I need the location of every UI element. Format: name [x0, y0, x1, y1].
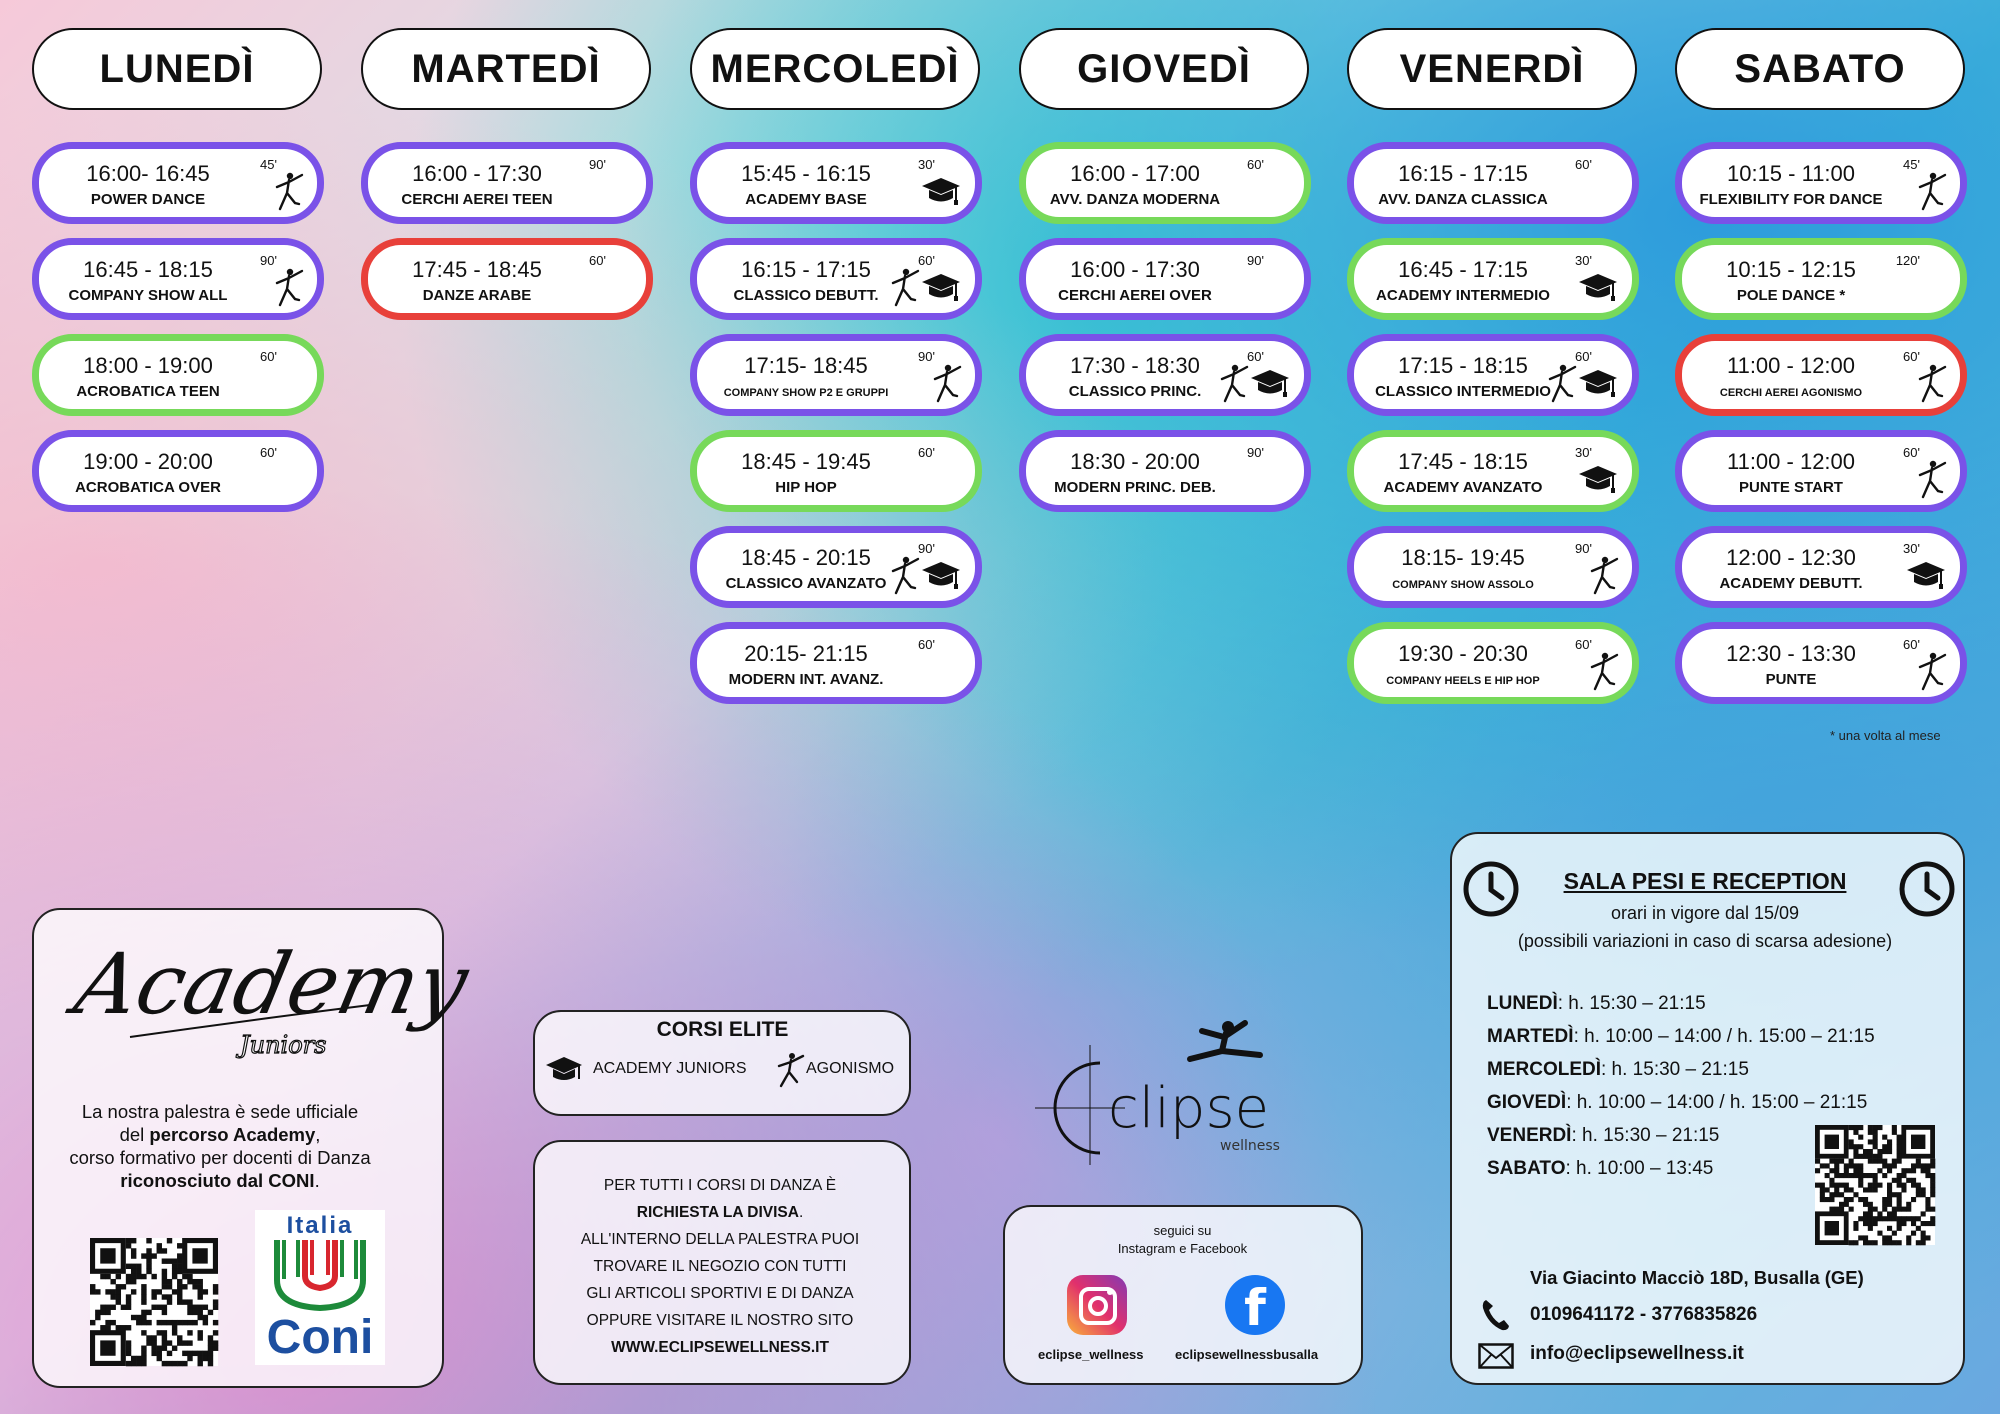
academy-line-4-bold: riconosciuto dal CONI [120, 1170, 315, 1191]
divisa-line-1: PER TUTTI I CORSI DI DANZA È [603, 1177, 837, 1194]
footnote: * una volta al mese [1830, 728, 1941, 743]
class-card-wednesday [690, 622, 982, 704]
address: Via Giacinto Macciò 18D, Busalla (GE) [1530, 1267, 1864, 1288]
class-time: 11:00 - 12:00 [1726, 353, 1856, 378]
class-name: AVV. DANZA MODERNA [1049, 191, 1221, 208]
opening-hours-time: : h. 10:00 – 14:00 / h. 15:00 – 21:15 [1566, 1092, 1868, 1113]
divisa-line-2 [540, 1199, 900, 1226]
class-name: COMPANY SHOW ALL [68, 287, 228, 304]
opening-hours-row [1487, 1092, 1867, 1114]
class-time: 16:45 - 18:15 [83, 257, 213, 282]
class-time: 17:45 - 18:45 [412, 257, 542, 282]
class-card-wednesday [690, 238, 982, 320]
divisa-line-6: OPPURE VISITARE IL NOSTRO SITO [586, 1312, 854, 1329]
dancer-icon [273, 267, 303, 307]
class-icons [1588, 651, 1618, 691]
class-icons [273, 267, 303, 307]
academy-cap-icon [545, 1055, 583, 1090]
class-card-saturday [1675, 622, 1967, 704]
class-icons [889, 267, 961, 307]
divisa-line-2-bold: RICHIESTA LA DIVISA [636, 1204, 799, 1221]
class-icons [1588, 555, 1618, 595]
class-duration: 30' [918, 157, 935, 172]
academy-line-4-post: . [314, 1170, 320, 1191]
class-time: 16:00- 16:45 [86, 161, 210, 186]
class-time: 16:00 - 17:30 [412, 161, 542, 186]
class-icons [1546, 363, 1618, 403]
coni-italia-text: Italia [286, 1212, 354, 1239]
dancer-icon [273, 171, 303, 211]
opening-hours-day: GIOVEDÌ [1487, 1092, 1567, 1113]
class-time: 16:00 - 17:00 [1070, 161, 1200, 186]
class-duration: 90' [918, 349, 935, 364]
academy-line-2 [40, 1123, 400, 1146]
class-duration: 60' [1247, 157, 1264, 172]
class-icons [1218, 363, 1290, 403]
class-duration: 60' [589, 253, 606, 268]
class-duration: 60' [1575, 349, 1592, 364]
opening-hours-time: : h. 15:30 – 21:15 [1557, 993, 1706, 1014]
dancer-icon [931, 363, 961, 403]
class-icons [1916, 171, 1946, 211]
class-time: 18:45 - 20:15 [741, 545, 871, 570]
class-time: 18:00 - 19:00 [83, 353, 213, 378]
class-duration: 30' [1575, 445, 1592, 460]
class-icons [889, 555, 961, 595]
email-address[interactable]: info@eclipsewellness.it [1530, 1343, 1744, 1364]
class-time: 18:15- 19:45 [1401, 545, 1525, 570]
class-time: 16:45 - 17:15 [1398, 257, 1528, 282]
dancer-icon [1588, 555, 1618, 595]
academy-line-2-pre: del [119, 1124, 150, 1145]
class-time: 17:30 - 18:30 [1070, 353, 1200, 378]
social-caption-1: seguici su [1153, 1223, 1212, 1238]
class-time: 18:30 - 20:00 [1070, 449, 1200, 474]
class-card-thursday [1019, 334, 1311, 416]
opening-hours-time: : h. 10:00 – 13:45 [1565, 1158, 1714, 1179]
academy-logo-sub: Juniors [240, 1031, 327, 1059]
graduation-cap-icon [1578, 271, 1618, 303]
opening-hours-day: LUNEDÌ [1487, 993, 1558, 1014]
class-time: 15:45 - 16:15 [741, 161, 871, 186]
class-card-tuesday [361, 238, 653, 320]
class-duration: 30' [1903, 541, 1920, 556]
class-time: 10:15 - 12:15 [1726, 257, 1856, 282]
class-card-friday [1347, 622, 1639, 704]
class-name: CERCHI AEREI AGONISMO [1719, 387, 1863, 399]
day-header-monday: LUNEDÌ [32, 28, 322, 110]
facebook-icon[interactable]: f [1225, 1275, 1285, 1335]
class-time: 10:15 - 11:00 [1726, 161, 1856, 186]
class-duration: 60' [1903, 445, 1920, 460]
class-duration: 90' [260, 253, 277, 268]
class-card-wednesday [690, 334, 982, 416]
class-name: CLASSICO DEBUTT. [733, 287, 879, 304]
divisa-website-text: WWW.ECLIPSEWELLNESS.IT [611, 1339, 829, 1356]
phone-number[interactable]: 0109641172 - 3776835826 [1530, 1304, 1758, 1325]
class-duration: 30' [1575, 253, 1592, 268]
class-icons [1578, 267, 1618, 307]
class-time: 17:15 - 18:15 [1398, 353, 1528, 378]
class-card-wednesday [690, 430, 982, 512]
sala-pesi-title: SALA PESI E RECEPTION [1563, 868, 1847, 894]
class-time: 20:15- 21:15 [744, 641, 868, 666]
day-header-tuesday: MARTEDÌ [361, 28, 651, 110]
class-duration: 60' [1575, 637, 1592, 652]
class-card-saturday [1675, 238, 1967, 320]
class-name: COMPANY HEELS E HIP HOP [1386, 675, 1540, 687]
graduation-cap-icon [921, 175, 961, 207]
eclipse-wellness-logo [1030, 1015, 1330, 1165]
day-header-thursday: GIOVEDÌ [1019, 28, 1309, 110]
class-duration: 60' [260, 445, 277, 460]
academy-line-1: La nostra palestra è sede ufficiale [81, 1101, 359, 1122]
class-icons [1906, 555, 1946, 595]
social-caption-2: Instagram e Facebook [1117, 1241, 1248, 1256]
dancer-icon [889, 267, 919, 307]
class-time: 12:00 - 12:30 [1726, 545, 1856, 570]
class-duration: 120' [1895, 253, 1920, 268]
class-duration: 60' [1247, 349, 1264, 364]
academy-line-4 [40, 1169, 400, 1192]
academy-juniors-logo [66, 925, 477, 1065]
sala-qr-code[interactable] [1815, 1125, 1935, 1245]
class-name: CLASSICO PRINC. [1068, 383, 1202, 400]
class-name: DANZE ARABE [422, 287, 532, 304]
class-card-monday [32, 238, 324, 320]
corsi-elite-title: CORSI ELITE [656, 1018, 789, 1041]
class-time: 18:45 - 19:45 [741, 449, 871, 474]
class-time: 17:45 - 18:15 [1398, 449, 1528, 474]
class-name: ACADEMY AVANZATO [1383, 479, 1543, 496]
class-name: POWER DANCE [90, 191, 206, 208]
graduation-cap-icon [921, 559, 961, 591]
class-card-wednesday [690, 526, 982, 608]
class-name: ACROBATICA TEEN [76, 383, 220, 400]
day-header-wednesday: MERCOLEDÌ [690, 28, 980, 110]
class-card-saturday [1675, 430, 1967, 512]
elite-agonismo-label: AGONISMO [806, 1060, 895, 1077]
class-card-thursday [1019, 430, 1311, 512]
elite-academy-label: ACADEMY JUNIORS [593, 1060, 747, 1077]
class-name: FLEXIBILITY FOR DANCE [1699, 191, 1883, 208]
class-time: 19:00 - 20:00 [83, 449, 213, 474]
class-duration: 90' [1247, 253, 1264, 268]
class-name: ACADEMY DEBUTT. [1719, 575, 1863, 592]
divisa-website-link[interactable] [540, 1334, 900, 1361]
dancer-icon [1218, 363, 1248, 403]
dancer-icon [1546, 363, 1576, 403]
class-name: PUNTE START [1739, 479, 1843, 496]
graduation-cap-icon [1250, 367, 1290, 399]
class-card-monday [32, 430, 324, 512]
class-time: 16:15 - 17:15 [1398, 161, 1528, 186]
graduation-cap-icon [921, 271, 961, 303]
class-duration: 60' [260, 349, 277, 364]
class-duration: 60' [1575, 157, 1592, 172]
academy-line-2-bold: percorso Academy [149, 1124, 316, 1145]
class-card-monday [32, 142, 324, 224]
class-name: ACADEMY BASE [745, 191, 867, 208]
opening-hours-day: SABATO [1487, 1158, 1566, 1179]
divisa-line-4: TROVARE IL NEGOZIO CON TUTTI [593, 1258, 847, 1275]
class-icons [931, 363, 961, 403]
class-duration: 60' [918, 253, 935, 268]
opening-hours-day: MERCOLEDÌ [1487, 1059, 1601, 1080]
class-time: 11:00 - 12:00 [1726, 449, 1856, 474]
class-card-saturday [1675, 526, 1967, 608]
opening-hours-row [1487, 993, 1706, 1015]
day-header-saturday: SABATO [1675, 28, 1965, 110]
class-name: MODERN PRINC. DEB. [1054, 479, 1216, 496]
class-duration: 60' [1903, 349, 1920, 364]
instagram-icon[interactable] [1067, 1275, 1127, 1335]
class-card-saturday [1675, 334, 1967, 416]
opening-hours-time: : h. 10:00 – 14:00 / h. 15:00 – 21:15 [1573, 1026, 1875, 1047]
opening-hours-day: MARTEDÌ [1487, 1026, 1574, 1047]
eclipse-sub-text: wellness [1220, 1138, 1280, 1154]
academy-line-2-post: , [315, 1124, 321, 1145]
class-time: 19:30 - 20:30 [1398, 641, 1528, 666]
dancer-icon [1916, 363, 1946, 403]
day-header-friday: VENERDÌ [1347, 28, 1637, 110]
class-time: 16:00 - 17:30 [1070, 257, 1200, 282]
class-name: COMPANY SHOW P2 E GRUPPI [723, 387, 889, 399]
class-card-friday [1347, 430, 1639, 512]
class-duration: 90' [1247, 445, 1264, 460]
academy-line-3: corso formativo per docenti di Danza [69, 1147, 371, 1168]
eclipse-dancer-icon [1190, 1021, 1260, 1059]
sala-pesi-sub-2: (possibili variazioni in caso di scarsa adesione) [1517, 931, 1893, 951]
dancer-icon [889, 555, 919, 595]
divisa-line-5: GLI ARTICOLI SPORTIVI E DI DANZA [586, 1285, 854, 1302]
agonismo-dancer-icon [775, 1052, 805, 1093]
coni-tricolor-icon [273, 1240, 367, 1310]
instagram-handle[interactable]: eclipse_wellness [1038, 1347, 1144, 1362]
opening-hours-row [1487, 1125, 1719, 1147]
class-card-friday [1347, 142, 1639, 224]
class-icons [921, 171, 961, 211]
class-duration: 60' [918, 445, 935, 460]
dancer-icon [1916, 459, 1946, 499]
email-icon [1478, 1343, 1514, 1369]
class-card-monday [32, 334, 324, 416]
social-caption [1005, 1222, 1360, 1258]
class-name: PUNTE [1765, 671, 1817, 688]
class-duration: 90' [1575, 541, 1592, 556]
class-name: COMPANY SHOW ASSOLO [1392, 579, 1534, 591]
dancer-icon [1588, 651, 1618, 691]
coni-word-text: Coni [266, 1311, 374, 1364]
class-duration: 45' [260, 157, 277, 172]
class-card-saturday [1675, 142, 1967, 224]
opening-hours-time: : h. 15:30 – 21:15 [1571, 1125, 1720, 1146]
class-card-tuesday [361, 142, 653, 224]
class-time: 12:30 - 13:30 [1726, 641, 1856, 666]
class-time: 17:15- 18:45 [744, 353, 868, 378]
class-card-friday [1347, 334, 1639, 416]
facebook-handle[interactable]: eclipsewellnessbusalla [1175, 1347, 1319, 1362]
coni-logo [255, 1210, 385, 1365]
opening-hours-row [1487, 1158, 1713, 1180]
academy-logo-text: Academy [66, 935, 477, 1034]
class-name: MODERN INT. AVANZ. [728, 671, 884, 688]
class-icons [1578, 459, 1618, 499]
divisa-line-3: ALL'INTERNO DELLA PALESTRA PUOI [580, 1231, 860, 1248]
class-name: POLE DANCE * [1736, 287, 1846, 304]
class-duration: 90' [918, 541, 935, 556]
class-duration: 60' [918, 637, 935, 652]
graduation-cap-icon [1578, 463, 1618, 495]
class-name: ACADEMY INTERMEDIO [1376, 287, 1550, 304]
class-duration: 60' [1903, 637, 1920, 652]
phone-icon [1480, 1298, 1510, 1332]
class-icons [1916, 651, 1946, 691]
class-name: CLASSICO AVANZATO [725, 575, 887, 592]
class-card-friday [1347, 238, 1639, 320]
class-card-wednesday [690, 142, 982, 224]
class-name: AVV. DANZA CLASSICA [1378, 191, 1548, 208]
class-time: 16:15 - 17:15 [741, 257, 871, 282]
graduation-cap-icon [1578, 367, 1618, 399]
class-name: CERCHI AEREI OVER [1058, 287, 1212, 304]
class-name: CLASSICO INTERMEDIO [1375, 383, 1551, 400]
academy-description [40, 1100, 400, 1192]
sala-pesi-sub-1: orari in vigore dal 15/09 [1610, 903, 1800, 923]
class-icons [273, 171, 303, 211]
graduation-cap-icon [1906, 559, 1946, 591]
class-card-friday [1347, 526, 1639, 608]
opening-hours-row [1487, 1059, 1749, 1081]
class-card-thursday [1019, 142, 1311, 224]
class-card-thursday [1019, 238, 1311, 320]
divisa-text [540, 1172, 900, 1361]
dancer-icon [1916, 171, 1946, 211]
class-name: ACROBATICA OVER [75, 479, 221, 496]
opening-hours-day: VENERDÌ [1487, 1125, 1572, 1146]
dancer-icon [1916, 651, 1946, 691]
class-name: HIP HOP [775, 479, 837, 496]
academy-qr-code[interactable] [90, 1238, 218, 1366]
class-name: CERCHI AEREI TEEN [401, 191, 553, 208]
opening-hours-row [1487, 1026, 1875, 1048]
eclipse-brand-text: clipse [1108, 1076, 1270, 1141]
class-duration: 90' [589, 157, 606, 172]
class-icons [1916, 363, 1946, 403]
class-icons [1916, 459, 1946, 499]
opening-hours-time: : h. 15:30 – 21:15 [1601, 1059, 1749, 1080]
class-duration: 45' [1903, 157, 1920, 172]
divisa-line-2-post: . [798, 1204, 804, 1221]
